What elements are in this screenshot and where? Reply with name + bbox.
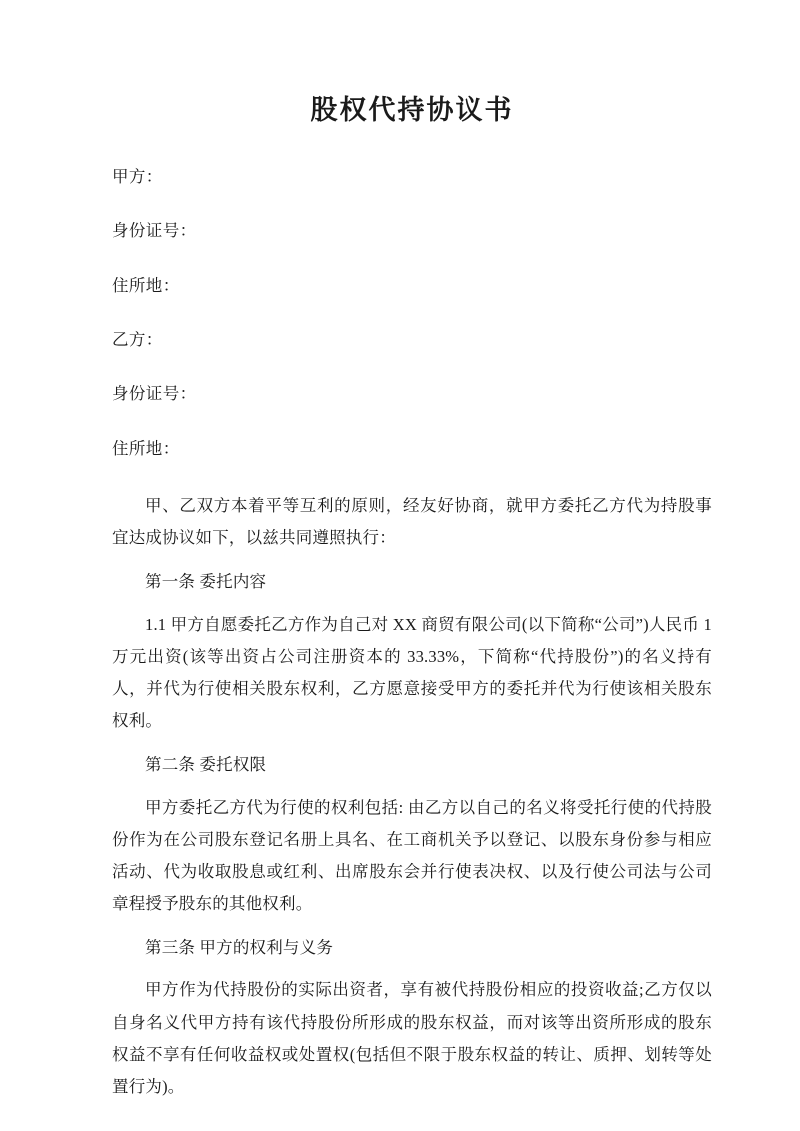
article-1-clause-1: 1.1 甲方自愿委托乙方作为自己对 XX 商贸有限公司(以下简称“公司”)人民币 1 万元出资(该等出资占公司注册资本的 33.33%，下简称“代持股份”)的名义持有人，并代为行使相关股东权利，乙方愿意接受甲方的委托并代为行使该相关股东权利。 [112, 614, 712, 731]
party-b-id-label: 身份证号： [112, 384, 197, 404]
article-2-heading: 第二条 委托权限 [145, 755, 267, 775]
party-a-address-label: 住所地： [112, 275, 180, 295]
party-a-label: 甲方： [112, 166, 163, 186]
article-1-heading: 第一条 委托内容 [145, 572, 267, 592]
article-2-body: 甲方委托乙方代为行使的权利包括: 由乙方以自己的名义将受托行使的代持股份作为在公司股东登记名册上具名、在工商机关予以登记、以股东身份参与相应活动、代为收取股息或红利、出席股东会并行使表决权、以及行使公司法与公司章程授予股东的其他权利。 [112, 797, 712, 914]
party-a-id-label: 身份证号： [112, 221, 197, 241]
preamble-paragraph: 甲、乙双方本着平等互利的原则，经友好协商，就甲方委托乙方代为持股事宜达成协议如下，以兹共同遵照执行： [112, 496, 712, 548]
article-3-body: 甲方作为代持股份的实际出资者，享有被代持股份相应的投资收益;乙方仅以自身名义代甲方持有该代持股份所形成的股东权益，而对该等出资所形成的股东权益不享有任何收益权或处置权(包括但不限于股东权益的转让、质押、划转等处置行为)。 [112, 980, 712, 1096]
party-b-label: 乙方： [112, 329, 163, 349]
party-b-address-label: 住所地： [112, 438, 180, 458]
page-title: 股权代持协议书 [310, 95, 514, 125]
article-3-heading: 第三条 甲方的权利与义务 [145, 938, 334, 958]
